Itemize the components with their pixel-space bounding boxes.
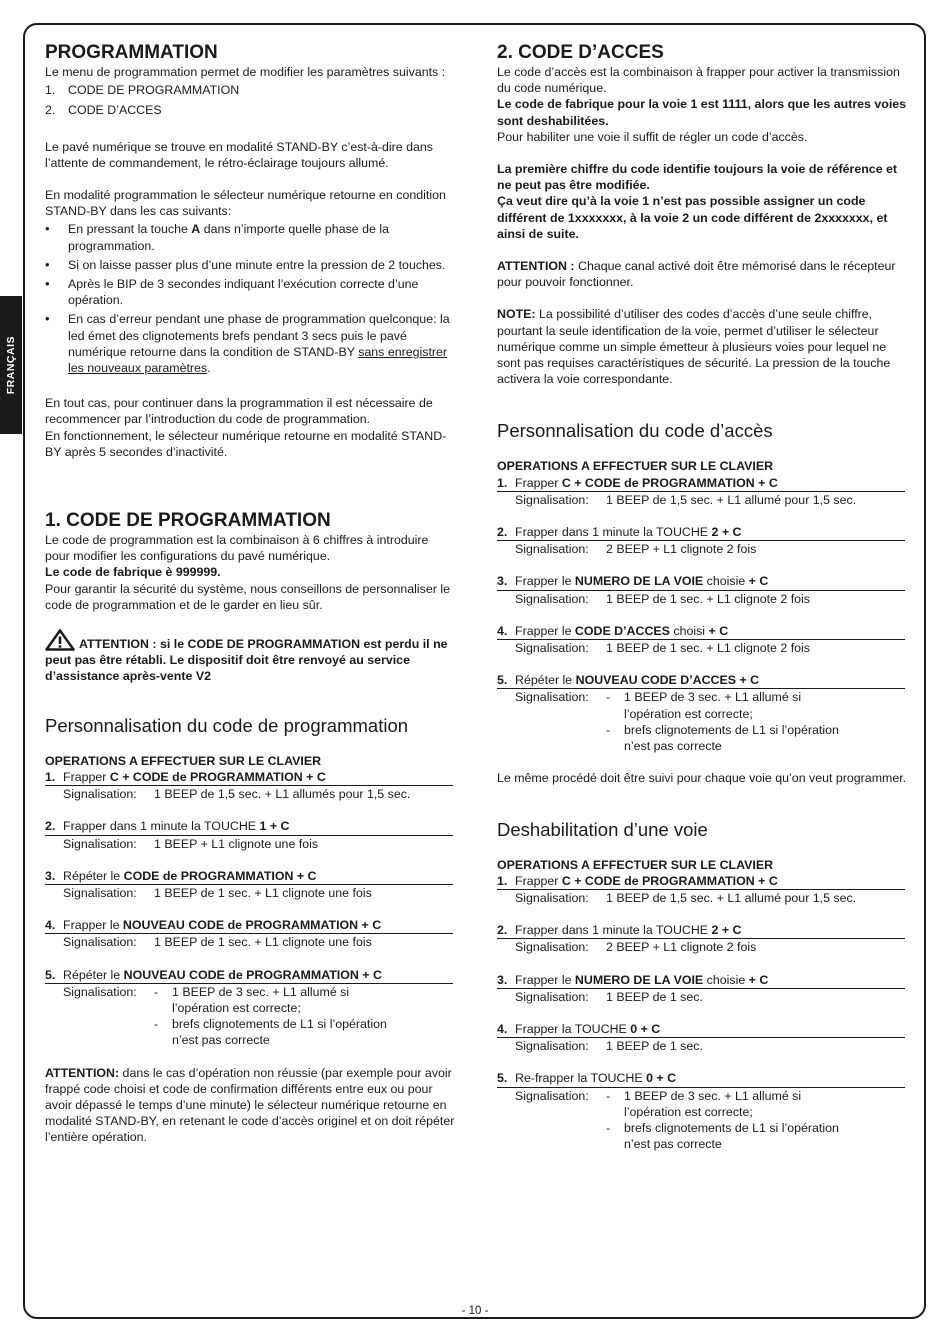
paragraph: Le code de programmation est la combinaison à 6 chiffres à introduire pour modifier les configurations du pavé numérique. — [45, 533, 429, 564]
note-paragraph: NOTE: La possibilité d’utiliser des codes d’accès d’une seule chiffre, pourtant la seule identification de la voie, permet d’utiliser le sélecteur numérique comme un simple émetteur à plusieurs voies pour lequel ne sont pas requises caractéristiques de sécurité. La pression de la touche activera la voie correspondante. — [497, 307, 891, 387]
paragraph: En tout cas, pour continuer dans la programmation il est nécessaire de recommencer par l’introduction du code de programmation. — [45, 396, 433, 427]
paragraph: Pour garantir la sécurité du système, nous conseillons de personnaliser le code de programmation et de le garder en lieu sûr. — [45, 581, 450, 612]
step-5: 5. Répéter le NOUVEAU CODE de PROGRAMMATION + C Signalisation: - 1 BEEP de 3 sec. + L1 allumé si l’opération est correcte; - brefs clignotements de L1 si l’opération n’est pas correcte — [45, 967, 455, 1049]
paragraph: Le menu de programmation permet de modifier les paramètres suivants : — [45, 65, 446, 79]
step-2: 2. Frapper dans 1 minute la TOUCHE 1 + C Signalisation: 1 BEEP + L1 clignote une fois — [45, 818, 455, 851]
step-1: 1. Frapper C + CODE de PROGRAMMATION + C Signalisation: 1 BEEP de 1,5 sec. + L1 allumé pour 1,5 sec. — [497, 475, 907, 508]
step-4: 4. Frapper la TOUCHE 0 + C Signalisation: 1 BEEP de 1 sec. — [497, 1021, 907, 1054]
section-title-code-acces: 2. CODE D’ACCES — [497, 42, 664, 63]
section-title-perso-prog: Personnalisation du code de programmation — [45, 714, 409, 736]
standby-bullets — [45, 221, 455, 376]
section-title-perso-acces: Personnalisation du code d’accès — [497, 420, 773, 442]
page-number: - 10 - — [461, 1305, 489, 1317]
right-column — [497, 42, 907, 1168]
section-title-deshabilitation: Deshabilitation d’une voie — [497, 818, 708, 840]
language-tab — [0, 296, 22, 434]
ops-title: OPERATIONS A EFFECTUER SUR LE CLAVIER — [497, 459, 774, 474]
step-5: 5. Répéter le NOUVEAU CODE D’ACCES + C Signalisation: - 1 BEEP de 3 sec. + L1 allumé si l’opération est correcte; - brefs clignotements de L1 si l’opération n’est pas correcte — [497, 672, 907, 754]
list-item: 1. CODE DE PROGRAMMATION — [45, 83, 240, 98]
step-3: 3. Répéter le CODE de PROGRAMMATION + C Signalisation: 1 BEEP de 1 sec. + L1 clignote une fois — [45, 868, 455, 901]
step-5: 5. Re-frapper la TOUCHE 0 + C Signalisation: - 1 BEEP de 3 sec. + L1 allumé si l’opération est correcte; - brefs clignotements de L1 si l’opération n’est pas correcte — [497, 1070, 907, 1152]
paragraph-bold: Le code de fabrique pour la voie 1 est 1111, alors que les autres voies sont deshabilitées. — [497, 97, 907, 128]
paragraph: Le pavé numérique se trouve en modalité STAND-BY c’est-à-dire dans l’attente de commandement, le rétro-éclairage toujours allumé. — [45, 139, 433, 170]
step-1: 1. Frapper C + CODE de PROGRAMMATION + C Signalisation: 1 BEEP de 1,5 sec. + L1 allumé pour 1,5 sec. — [497, 873, 907, 906]
language-label: FRANÇAIS — [4, 335, 17, 395]
section-title-code-programmation: 1. CODE DE PROGRAMMATION — [45, 510, 331, 532]
step-3: 3. Frapper le NUMERO DE LA VOIE choisie + C Signalisation: 1 BEEP de 1 sec. + L1 clignote 2 fois — [497, 573, 907, 606]
paragraph: En fonctionnement, le sélecteur numérique retourne en modalité STAND-BY après 5 secondes d’inactivité. — [45, 428, 447, 459]
list-item: 2. CODE D’ACCES — [45, 103, 162, 118]
warning-icon — [45, 629, 75, 651]
list-item: • Si on laisse passer plus d’une minute entre la pression de 2 touches. — [45, 256, 446, 272]
paragraph: Le code d’accès est la combinaison à frapper pour activer la transmission du code numérique. — [497, 65, 900, 96]
list-item: • En pressant la touche A dans n’importe quelle phase de la programmation. — [45, 221, 389, 253]
attention-paragraph: ATTENTION: dans le cas d’opération non réussie (par exemple pour avoir frappé code choisi et code de confirmation différents entre eux ou pour avoir dépassé le temps d’une minute) le sélecteur numérique retourne en modalité STAND-BY, en retenant le code d’accès originel et on doit répéter l’entière opération. — [45, 1065, 455, 1145]
step-3: 3. Frapper le NUMERO DE LA VOIE choisie + C Signalisation: 1 BEEP de 1 sec. — [497, 972, 907, 1005]
section-title-programmation: PROGRAMMATION — [45, 42, 218, 63]
step-4: 4. Frapper le CODE D’ACCES choisi + C Signalisation: 1 BEEP de 1 sec. + L1 clignote 2 fois — [497, 623, 907, 656]
list-item: • En cas d’erreur pendant une phase de programmation quelconque: la led émet des clignotements brefs pendant 3 secs puis le pavé numérique retourne dans la condition de STAND-BY sans enregistrer les nouveaux paramètres. — [45, 311, 450, 376]
paragraph-bold: La première chiffre du code identifie toujours la voie de référence et ne peut pas être modifiée. — [497, 162, 898, 193]
left-column — [45, 42, 455, 1146]
params-list — [45, 82, 455, 118]
paragraph: En modalité programmation le sélecteur numérique retourne en condition STAND-BY dans les cas suivants: — [45, 188, 446, 219]
step-2: 2. Frapper dans 1 minute la TOUCHE 2 + C Signalisation: 2 BEEP + L1 clignote 2 fois — [497, 524, 907, 557]
ops-title: OPERATIONS A EFFECTUER SUR LE CLAVIER — [45, 753, 322, 768]
step-1: 1. Frapper C + CODE de PROGRAMMATION + C Signalisation: 1 BEEP de 1,5 sec. + L1 allumés pour 1,5 sec. — [45, 769, 455, 802]
paragraph: Le même procédé doit être suivi pour chaque voie qu’on veut programmer. — [497, 771, 907, 786]
ops-title: OPERATIONS A EFFECTUER SUR LE CLAVIER — [497, 857, 774, 872]
paragraph-bold: Ça veut dire qu’à la voie 1 n’est pas possible assigner un code différent de 1xxxxxxx, à la voie 2 un code différent de 2xxxxxxx, et ainsi de suite. — [497, 194, 888, 241]
step-2: 2. Frapper dans 1 minute la TOUCHE 2 + C Signalisation: 2 BEEP + L1 clignote 2 fois — [497, 922, 907, 955]
attention-paragraph: ATTENTION : Chaque canal activé doit être mémorisé dans le récepteur pour pouvoir fonctionner. — [497, 259, 896, 290]
list-item: • Après le BIP de 3 secondes indiquant l’exécution correcte d’une opération. — [45, 276, 419, 308]
paragraph: Pour habiliter une voie il suffit de régler un code d’accès. — [497, 129, 808, 144]
attention-warning: ATTENTION : si le CODE DE PROGRAMMATION est perdu il ne peut pas être rétabli. Le dispositif doit être renvoyé au service d’assistance après-vente V2 — [45, 629, 455, 685]
paragraph-bold: Le code de fabrique è 999999. — [45, 565, 221, 580]
step-4: 4. Frapper le NOUVEAU CODE de PROGRAMMATION + C Signalisation: 1 BEEP de 1 sec. + L1 clignote une fois — [45, 917, 455, 950]
